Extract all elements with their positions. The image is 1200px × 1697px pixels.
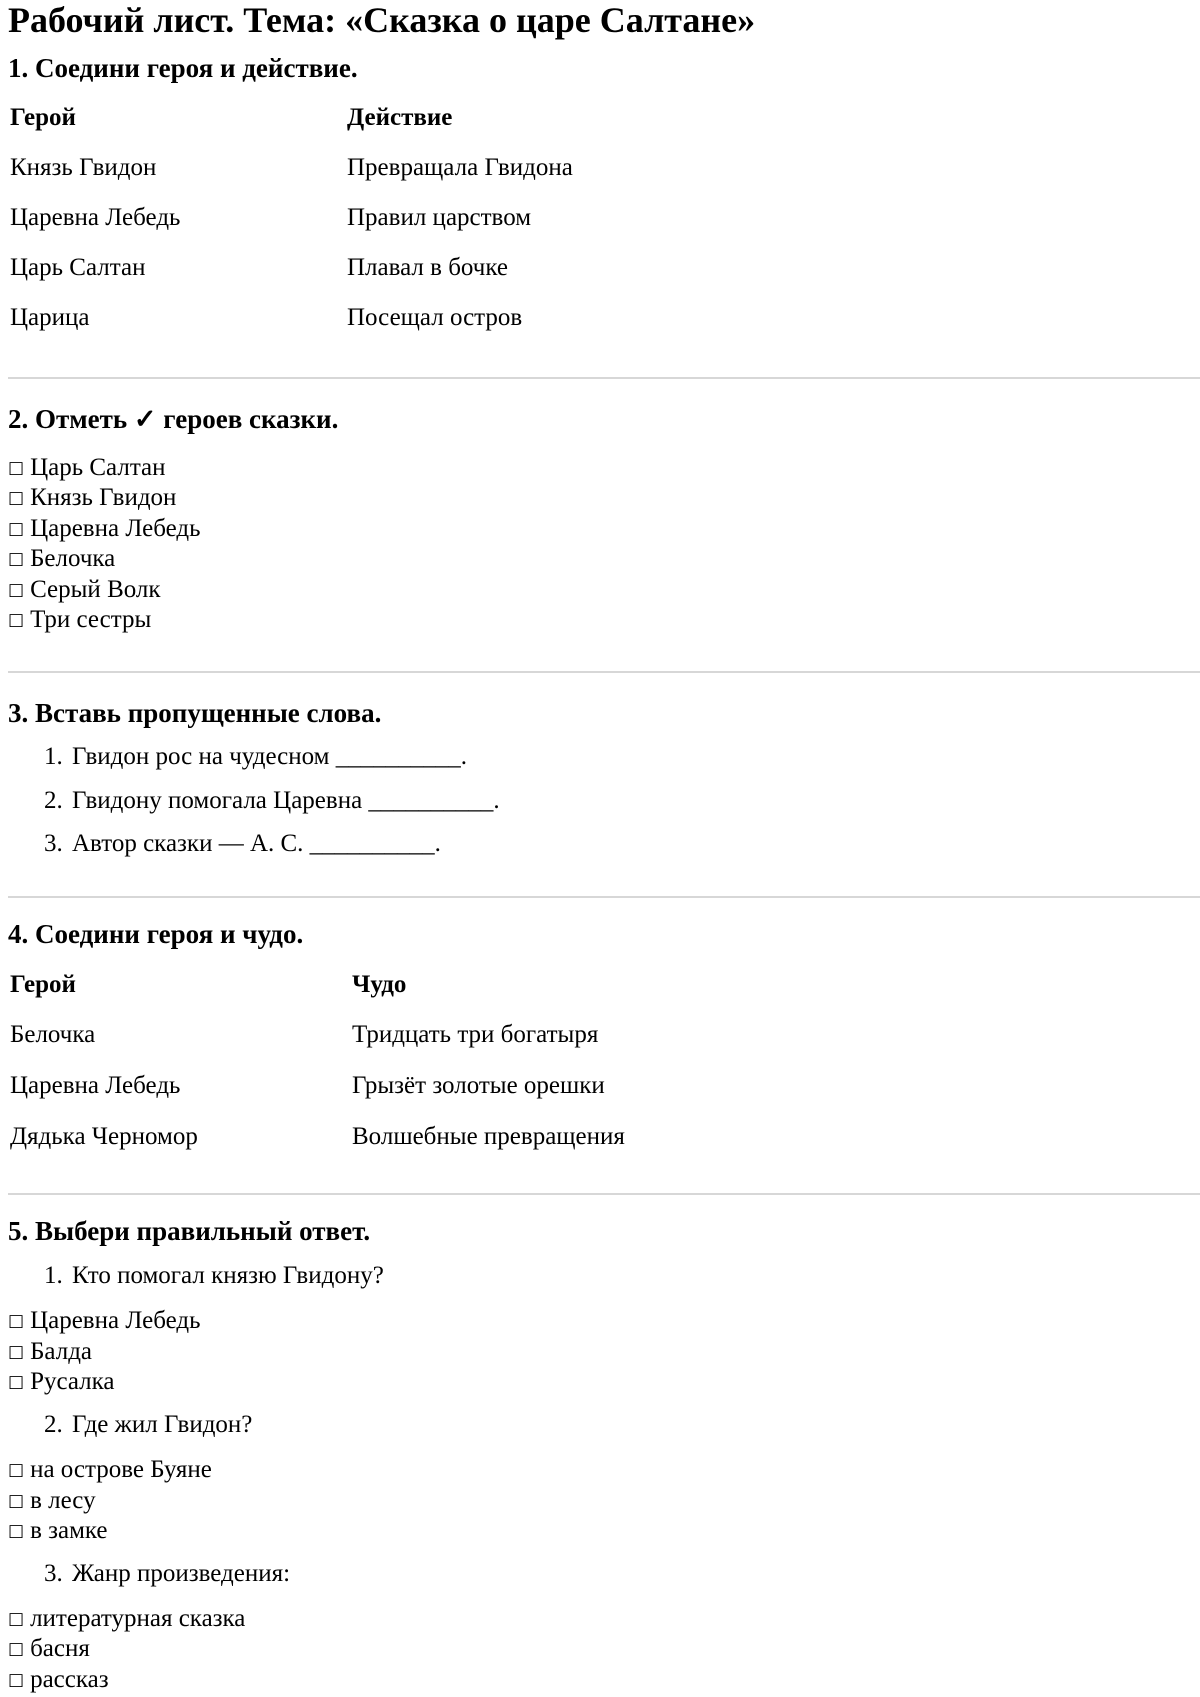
checkbox-icon[interactable]: □ <box>8 458 25 478</box>
q4-miracle-cell: Волшебные превращения <box>352 1123 625 1150</box>
q4-col-hero-header: Герой <box>10 971 76 998</box>
q2-option[interactable]: □ Царевна Лебедь <box>8 515 201 542</box>
q5-option[interactable]: □ Царевна Лебедь <box>8 1307 201 1334</box>
checkbox-icon[interactable]: □ <box>8 610 25 630</box>
q5-option[interactable]: □ Русалка <box>8 1368 115 1395</box>
q2-option[interactable]: □ Царь Салтан <box>8 454 166 481</box>
q4-miracle-cell: Грызёт золотые орешки <box>352 1072 605 1099</box>
q4-col-miracle-header: Чудо <box>352 971 407 998</box>
checkbox-icon[interactable]: □ <box>8 1609 25 1629</box>
q1-col-hero-header: Герой <box>10 104 76 131</box>
q5-option[interactable]: □ в лесу <box>8 1487 96 1514</box>
section-divider <box>8 377 1200 379</box>
checkbox-icon[interactable]: □ <box>8 1460 25 1480</box>
q2-option[interactable]: □ Князь Гвидон <box>8 484 177 511</box>
q3-item: 1. Гвидон рос на чудесном __________. <box>44 743 467 770</box>
checkbox-icon[interactable]: □ <box>8 1311 25 1331</box>
q3-heading: 3. Вставь пропущенные слова. <box>8 698 382 728</box>
q1-action-cell: Правил царством <box>347 204 532 231</box>
q1-action-cell: Плавал в бочке <box>347 254 508 281</box>
section-divider <box>8 896 1200 898</box>
q1-hero-cell: Царевна Лебедь <box>10 204 181 231</box>
q1-col-action-header: Действие <box>347 104 453 131</box>
q4-heading: 4. Соедини героя и чудо. <box>8 919 304 949</box>
section-divider <box>8 671 1200 673</box>
q4-hero-cell: Белочка <box>10 1021 96 1048</box>
q2-option[interactable]: □ Три сестры <box>8 606 152 633</box>
checkbox-icon[interactable]: □ <box>8 549 25 569</box>
q5-question: 1. Кто помогал князю Гвидону? <box>44 1262 384 1289</box>
checkbox-icon[interactable]: □ <box>8 519 25 539</box>
q4-hero-cell: Дядька Черномор <box>10 1123 198 1150</box>
q5-option[interactable]: □ литературная сказка <box>8 1605 246 1632</box>
q3-item: 2. Гвидону помогала Царевна __________. <box>44 787 500 814</box>
q2-heading: 2. Отметь ✓ героев сказки. <box>8 404 339 434</box>
checkbox-icon[interactable]: □ <box>8 580 25 600</box>
checkbox-icon[interactable]: □ <box>8 1491 25 1511</box>
q5-heading: 5. Выбери правильный ответ. <box>8 1216 371 1246</box>
q5-option[interactable]: □ басня <box>8 1635 90 1662</box>
checkbox-icon[interactable]: □ <box>8 488 25 508</box>
checkbox-icon[interactable]: □ <box>8 1521 25 1541</box>
q5-option[interactable]: □ Балда <box>8 1338 93 1365</box>
q5-option[interactable]: □ в замке <box>8 1517 108 1544</box>
q1-hero-cell: Царица <box>10 304 90 331</box>
q5-question: 3. Жанр произведения: <box>44 1560 291 1587</box>
q1-hero-cell: Царь Салтан <box>10 254 146 281</box>
q3-item: 3. Автор сказки — А. С. __________. <box>44 830 441 857</box>
q2-option[interactable]: □ Серый Волк <box>8 576 161 603</box>
checkbox-icon[interactable]: □ <box>8 1639 25 1659</box>
q4-miracle-cell: Тридцать три богатыря <box>352 1021 599 1048</box>
q5-option[interactable]: □ рассказ <box>8 1666 109 1693</box>
q1-heading: 1. Соедини героя и действие. <box>8 53 358 83</box>
q1-action-cell: Посещал остров <box>347 304 523 331</box>
checkbox-icon[interactable]: □ <box>8 1670 25 1690</box>
q4-hero-cell: Царевна Лебедь <box>10 1072 181 1099</box>
checkbox-icon[interactable]: □ <box>8 1342 25 1362</box>
q1-hero-cell: Князь Гвидон <box>10 154 157 181</box>
q1-action-cell: Превращала Гвидона <box>347 154 573 181</box>
q2-option[interactable]: □ Белочка <box>8 545 116 572</box>
checkbox-icon[interactable]: □ <box>8 1372 25 1392</box>
q5-option[interactable]: □ на острове Буяне <box>8 1456 212 1483</box>
q5-question: 2. Где жил Гвидон? <box>44 1411 253 1438</box>
section-divider <box>8 1193 1200 1195</box>
page-title: Рабочий лист. Тема: «Сказка о царе Салтане» <box>8 0 756 40</box>
